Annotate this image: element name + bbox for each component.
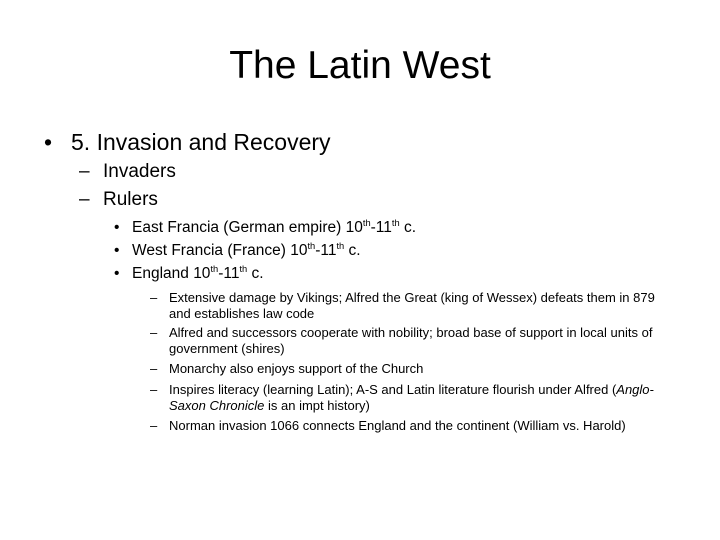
- england-point-vikings: [150, 290, 670, 322]
- england-point-norman: [150, 418, 670, 434]
- bullet-text: 5. Invasion and Recovery: [71, 129, 331, 155]
- slide-title: The Latin West: [229, 44, 491, 87]
- point-text: Inspires literacy (learning Latin); A-S and Latin literature flourish under Alfred (Anglo-Saxon Chronicle is an impt history): [169, 382, 654, 413]
- chronicle-title: Anglo-Saxon Chronicle: [169, 382, 654, 413]
- subitem-text: Invaders: [103, 161, 176, 182]
- ruler-england: [114, 264, 264, 284]
- bullet-invasion-recovery: [44, 128, 331, 156]
- subitem-rulers: [79, 188, 158, 212]
- ruler-text: England 10th-11th c.: [132, 263, 264, 282]
- dash-icon: –: [79, 161, 90, 182]
- bullet-icon: •: [114, 265, 120, 282]
- england-point-nobility: [150, 325, 670, 357]
- point-text: Norman invasion 1066 connects England and the continent (William vs. Harold): [169, 418, 626, 433]
- subitem-invaders: [79, 160, 176, 184]
- dash-icon: –: [150, 361, 158, 376]
- dash-icon: –: [79, 189, 90, 210]
- ruler-text: West Francia (France) 10th-11th c.: [132, 240, 361, 259]
- subitem-text: Rulers: [103, 189, 158, 210]
- england-point-literacy: [150, 382, 670, 414]
- dash-icon: –: [150, 382, 158, 397]
- point-text: Extensive damage by Vikings; Alfred the Great (king of Wessex) defeats them in 879 and establishes law code: [169, 290, 655, 321]
- england-point-church: [150, 361, 670, 377]
- dash-icon: –: [150, 418, 158, 433]
- ruler-east-francia: [114, 218, 416, 238]
- dash-icon: –: [150, 325, 158, 340]
- point-text: Alfred and successors cooperate with nobility; broad base of support in local units of government (shires): [169, 325, 653, 356]
- ruler-text: East Francia (German empire) 10th-11th c.: [132, 217, 417, 236]
- dash-icon: –: [150, 290, 158, 305]
- ruler-west-francia: [114, 241, 361, 261]
- bullet-icon: •: [114, 242, 120, 259]
- bullet-icon: •: [44, 129, 53, 155]
- point-text: Monarchy also enjoys support of the Church: [169, 361, 424, 376]
- bullet-icon: •: [114, 219, 120, 236]
